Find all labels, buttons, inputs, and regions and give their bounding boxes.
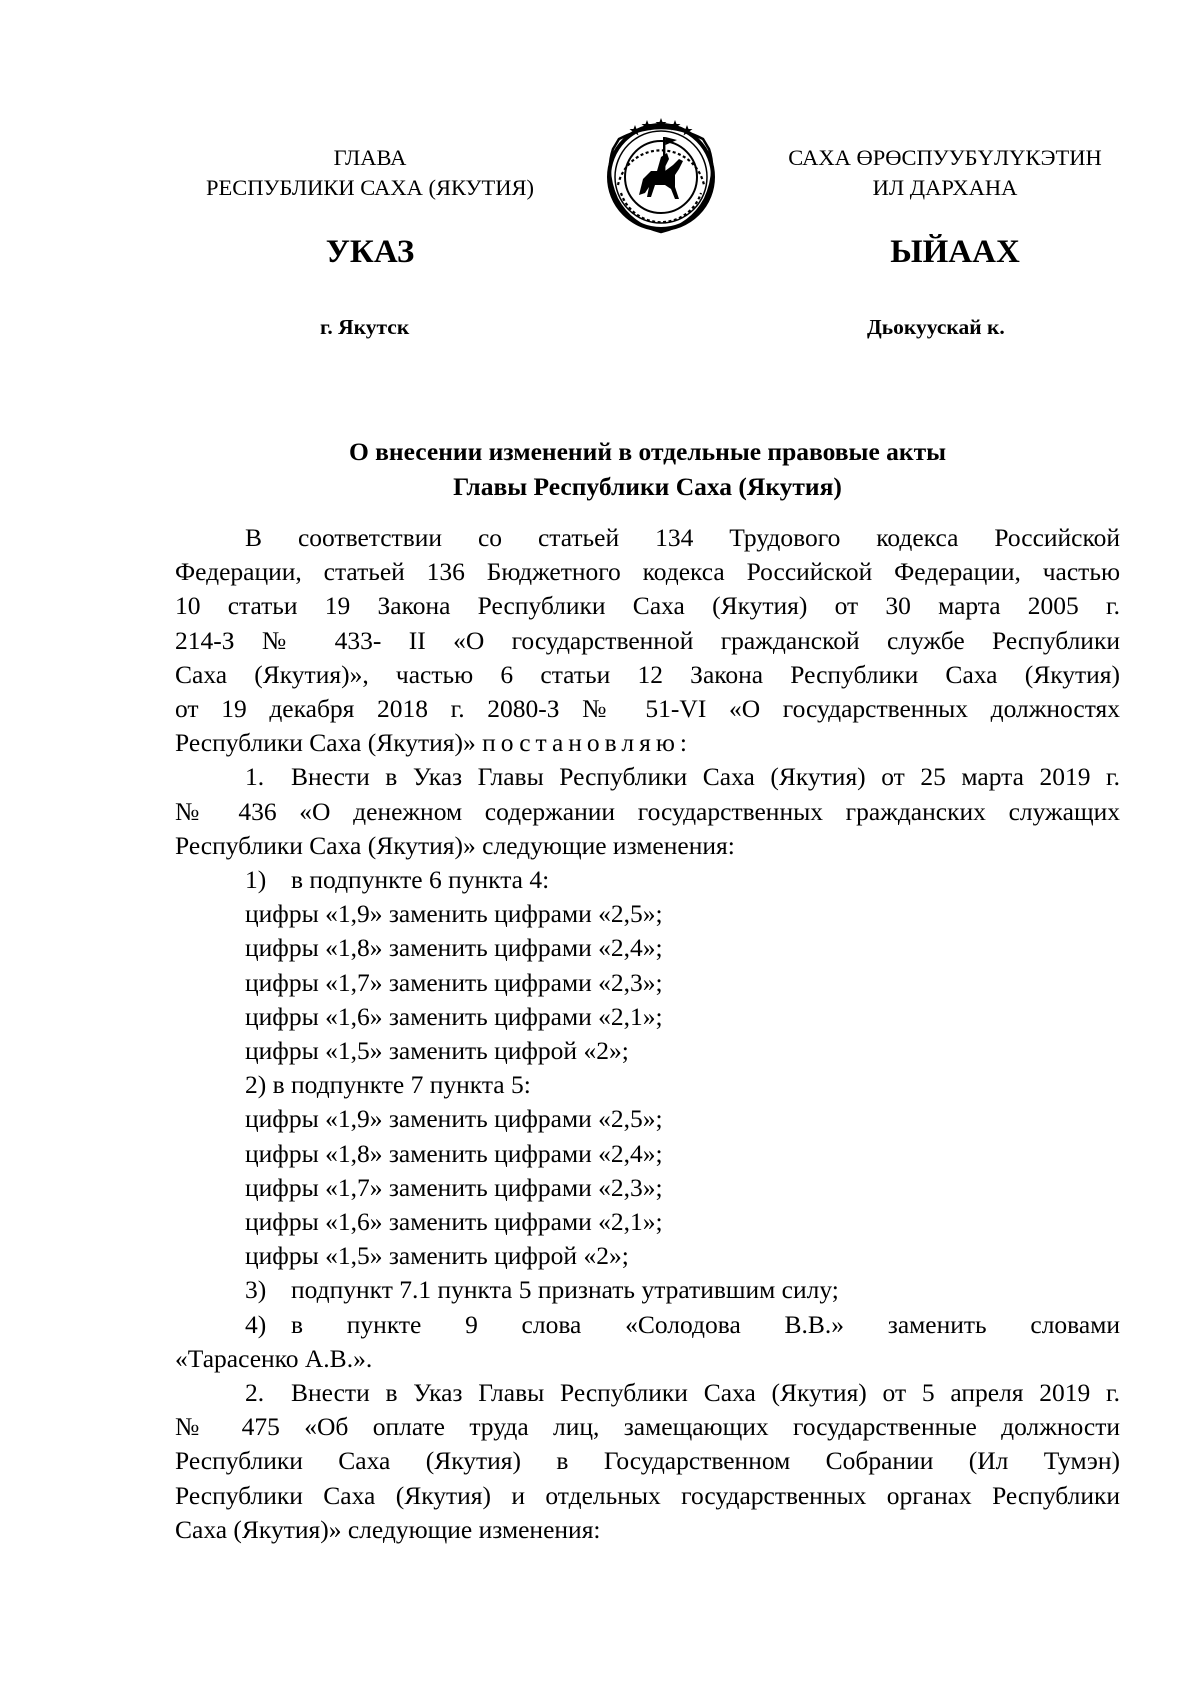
subitem1-number: 1)	[245, 865, 267, 895]
preamble-line: Федерации, статьей 136 Бюджетного кодекса Российской Федерации, частью	[175, 557, 1120, 587]
preamble-colon: :	[679, 728, 687, 758]
subitem4-line	[175, 1308, 1120, 1342]
preamble-line: 214-З № 433- II «О государственной гражданской службе Республики	[175, 625, 1120, 655]
header-left-block	[150, 143, 590, 203]
subitem4-text: в пункте 9 слова «Солодова В.В.» заменить словами	[291, 1309, 1120, 1339]
preamble-line: от 19 декабря 2018 г. 2080-З № 51-VI «О государственных должностях	[175, 694, 1120, 724]
subitem3-line	[175, 1273, 1120, 1307]
preamble-line: 10 статьи 19 Закона Республики Саха (Якутия) от 30 марта 2005 г.	[175, 591, 1120, 621]
replacement-line: цифры «1,8» заменить цифрами «2,4»;	[245, 933, 663, 963]
item2-text: Внести в Указ Главы Республики Саха (Якутия) от 5 апреля 2019 г.	[291, 1378, 1120, 1408]
preamble-line: В соответствии со статьей 134 Трудового кодекса Российской	[245, 523, 1120, 552]
subitem4-number: 4)	[245, 1309, 267, 1339]
replacement-line: цифры «1,9» заменить цифрами «2,5»;	[245, 1104, 663, 1134]
city-sah: Дьокуускай к.	[867, 315, 1005, 339]
item2-number: 2.	[245, 1378, 265, 1408]
replacement-line: цифры «1,7» заменить цифрами «2,3»;	[245, 1172, 663, 1202]
subitem3-text: подпункт 7.1 пункта 5 признать утратившим силу;	[291, 1275, 839, 1305]
item2-line: Саха (Якутия)» следующие изменения:	[175, 1514, 601, 1544]
header-left-line1: ГЛАВА	[333, 145, 407, 170]
header-right-line2: ИЛ ДАРХАНА	[872, 175, 1018, 200]
item2-line: № 475 «Об оплате труда лиц, замещающих государственные должности	[175, 1412, 1120, 1442]
doc-type-sah: ЫЙААХ	[890, 234, 1020, 270]
item1-line: Республики Саха (Якутия)» следующие изменения:	[175, 830, 735, 860]
subitem3-number: 3)	[245, 1275, 267, 1305]
replacement-line: цифры «1,6» заменить цифрами «2,1»;	[245, 1207, 663, 1237]
preamble-text: Республики Саха (Якутия)»	[175, 728, 483, 758]
item2-line: Республики Саха (Якутия) в Государственном Собрании (Ил Тумэн)	[175, 1446, 1120, 1476]
doc-type-ru: УКАЗ	[325, 234, 415, 270]
resolve-word: постановляю	[482, 728, 680, 758]
replacement-line: цифры «1,6» заменить цифрами «2,1»;	[245, 1001, 663, 1031]
coat-of-arms-emblem	[599, 113, 723, 235]
decree-subject	[175, 434, 1120, 504]
item2-line	[175, 1376, 1120, 1410]
item1-text: Внести в Указ Главы Республики Саха (Якутия) от 25 марта 2019 г.	[291, 762, 1120, 792]
subitem1-text: в подпункте 6 пункта 4:	[291, 865, 550, 895]
replacement-line: цифры «1,8» заменить цифрами «2,4»;	[245, 1138, 663, 1168]
replacement-line: цифры «1,5» заменить цифрой «2»;	[245, 1241, 629, 1271]
item1-line: № 436 «О денежном содержании государственных гражданских служащих	[175, 796, 1120, 826]
city-ru: г. Якутск	[320, 315, 410, 339]
item1-number: 1.	[245, 762, 265, 792]
preamble-line: Саха (Якутия)», частью 6 статьи 12 Закона Республики Саха (Якутия)	[175, 659, 1120, 689]
replacement-line: цифры «1,9» заменить цифрами «2,5»;	[245, 899, 663, 929]
replacement-line: цифры «1,7» заменить цифрами «2,3»;	[245, 967, 663, 997]
subitem2-line: 2) в подпункте 7 пункта 5:	[245, 1070, 531, 1100]
replacement-line: цифры «1,5» заменить цифрой «2»;	[245, 1036, 629, 1066]
header-right-line1: САХА ӨРӨСПУУБҮЛҮКЭТИН	[788, 145, 1102, 170]
header-left-line2: РЕСПУБЛИКИ САХА (ЯКУТИЯ)	[206, 175, 534, 200]
preamble-line	[175, 726, 1120, 760]
decree-body	[175, 521, 1120, 1547]
subitem1-line	[175, 863, 1120, 897]
subject-line2: Главы Республики Саха (Якутия)	[453, 472, 842, 501]
subitem4-line: «Тарасенко А.В.».	[175, 1343, 373, 1373]
header-right-block	[745, 143, 1145, 203]
item2-line: Республики Саха (Якутия) и отдельных государственных органах Республики	[175, 1480, 1120, 1510]
item1-line	[175, 760, 1120, 794]
subject-line1: О внесении изменений в отдельные правовые акты	[348, 437, 947, 466]
